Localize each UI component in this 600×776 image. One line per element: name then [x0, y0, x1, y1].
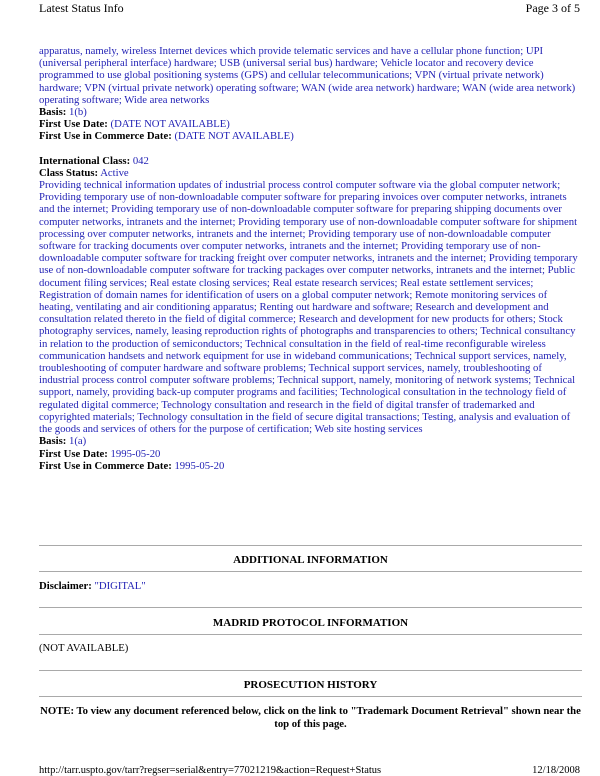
disclaimer-value: "DIGITAL": [94, 580, 146, 592]
first-use-label: First Use Date:: [39, 118, 108, 131]
disclaimer-row: [39, 580, 146, 592]
basis-row-1: [39, 106, 582, 118]
commerce-row-2: [39, 460, 582, 472]
divider: [39, 670, 582, 671]
divider: [39, 696, 582, 697]
footer-url: http://tarr.uspto.gov/tarr?regser=serial&entry=77021219&action=Request+Status: [39, 765, 382, 776]
basis-row-2: [39, 435, 582, 447]
commerce-row-1: [39, 130, 582, 142]
madrid-value: (NOT AVAILABLE): [39, 642, 129, 654]
first-use-value: (DATE NOT AVAILABLE): [110, 118, 230, 131]
class-status-row: [39, 167, 582, 179]
goods-services-content: [39, 45, 582, 472]
prosecution-title: PROSECUTION HISTORY: [243, 679, 378, 691]
first-use-value: 1995-05-20: [110, 447, 161, 460]
divider: [39, 545, 582, 546]
intl-class-label: International Class:: [39, 154, 131, 167]
basis-label: Basis:: [39, 435, 67, 448]
class-status-label: Class Status:: [39, 166, 99, 179]
intl-class-row: [39, 155, 582, 167]
commerce-label: First Use in Commerce Date:: [39, 459, 172, 472]
header-title: Latest Status Info: [39, 1, 124, 15]
footer-date: 12/18/2008: [532, 765, 580, 776]
divider: [39, 571, 582, 572]
class-status-value: Active: [100, 166, 129, 179]
intl-class-value: 042: [132, 154, 149, 167]
class-description-1: apparatus, namely, wireless Internet devices which provide telematic services and have a cellular phone function; UPI (universal peripheral interface) hardware; USB (universal serial bus) hardware; Vehicle locator and recovery device programmed to use global positioning systems (GPS) and cellular telecommunications; VPN (virtual private network) hardware; VPN (virtual private network) operating software; WAN (wide area network) hardware; WAN (wide area network) operating software; Wide area networks: [39, 45, 576, 106]
divider: [39, 607, 582, 608]
disclaimer-label: Disclaimer:: [39, 580, 92, 592]
page-number: Page 3 of 5: [525, 1, 580, 15]
basis-value: 1(b): [69, 106, 87, 119]
basis-value: 1(a): [69, 435, 87, 448]
first-use-row-1: [39, 118, 582, 130]
basis-label: Basis:: [39, 106, 67, 119]
madrid-title: MADRID PROTOCOL INFORMATION: [212, 617, 409, 629]
commerce-value: (DATE NOT AVAILABLE): [174, 130, 294, 143]
commerce-label: First Use in Commerce Date:: [39, 130, 172, 143]
prosecution-note: NOTE: To view any document referenced below, click on the link to "Trademark Document Retrieval" shown near the top of this page.: [40, 705, 581, 730]
divider: [39, 634, 582, 635]
commerce-value: 1995-05-20: [174, 459, 225, 472]
first-use-row-2: [39, 448, 582, 460]
first-use-label: First Use Date:: [39, 447, 108, 460]
class-description-2: Providing technical information updates of industrial process control computer software via the global computer network; Providing temporary use of non-downloadable computer software for preparing invoices over computer networks, intranets and the internet; Providing temporary use of non-downloadable computer software for preparing shipping documents over computer networks, intranets and the internet; Providing temporary use of non-downloadable computer software for shipment processing over computer networks, intranets and the internet; Providing temporary use of non-downloadable computer software for tracking documents over computer networks, intranets and the internet; Providing temporary use of non-downloadable computer software for tracking freight over computer networks, intranets and the internet; Providing temporary use of non-downloadable computer software for tracking packages over computer networks, intranets and the internet; Public document filing services; Real estate closing services; Real estate research services; Real estate settlement services; Registration of domain names for identification of users on a global computer network; Remote monitoring services of heating, ventilating and air conditioning apparatus; Renting out hardware and software; Research and development and consultation related thereto in the field of digital commerce; Research and development for new products for others; Stock photography services, namely, leasing reproduction rights of photographs and transparencies to others; Technical consultancy in relation to the production of semiconductors; Technical consultation in the field of real-time reconfigurable wireless communication handsets and network equipment for use in wideband communications; Technical support services, namely, troubleshooting of computer hardware and software problems; Technical support services, namely, troubleshooting of industrial process control computer software problems; Technical support, namely, monitoring of network systems; Technical support, namely, providing back-up computer programs and facilities; Technological consultation in the technology field of regulated digital commerce; Technology consultation and research in the field of digital transfer of trademarked and copyrighted materials; Technology consultation in the field of secure digital transactions; Testing, analysis and evaluation of the goods and services of others for the purpose of certification; Web site hosting services: [39, 179, 578, 436]
additional-info-title: ADDITIONAL INFORMATION: [233, 554, 388, 566]
